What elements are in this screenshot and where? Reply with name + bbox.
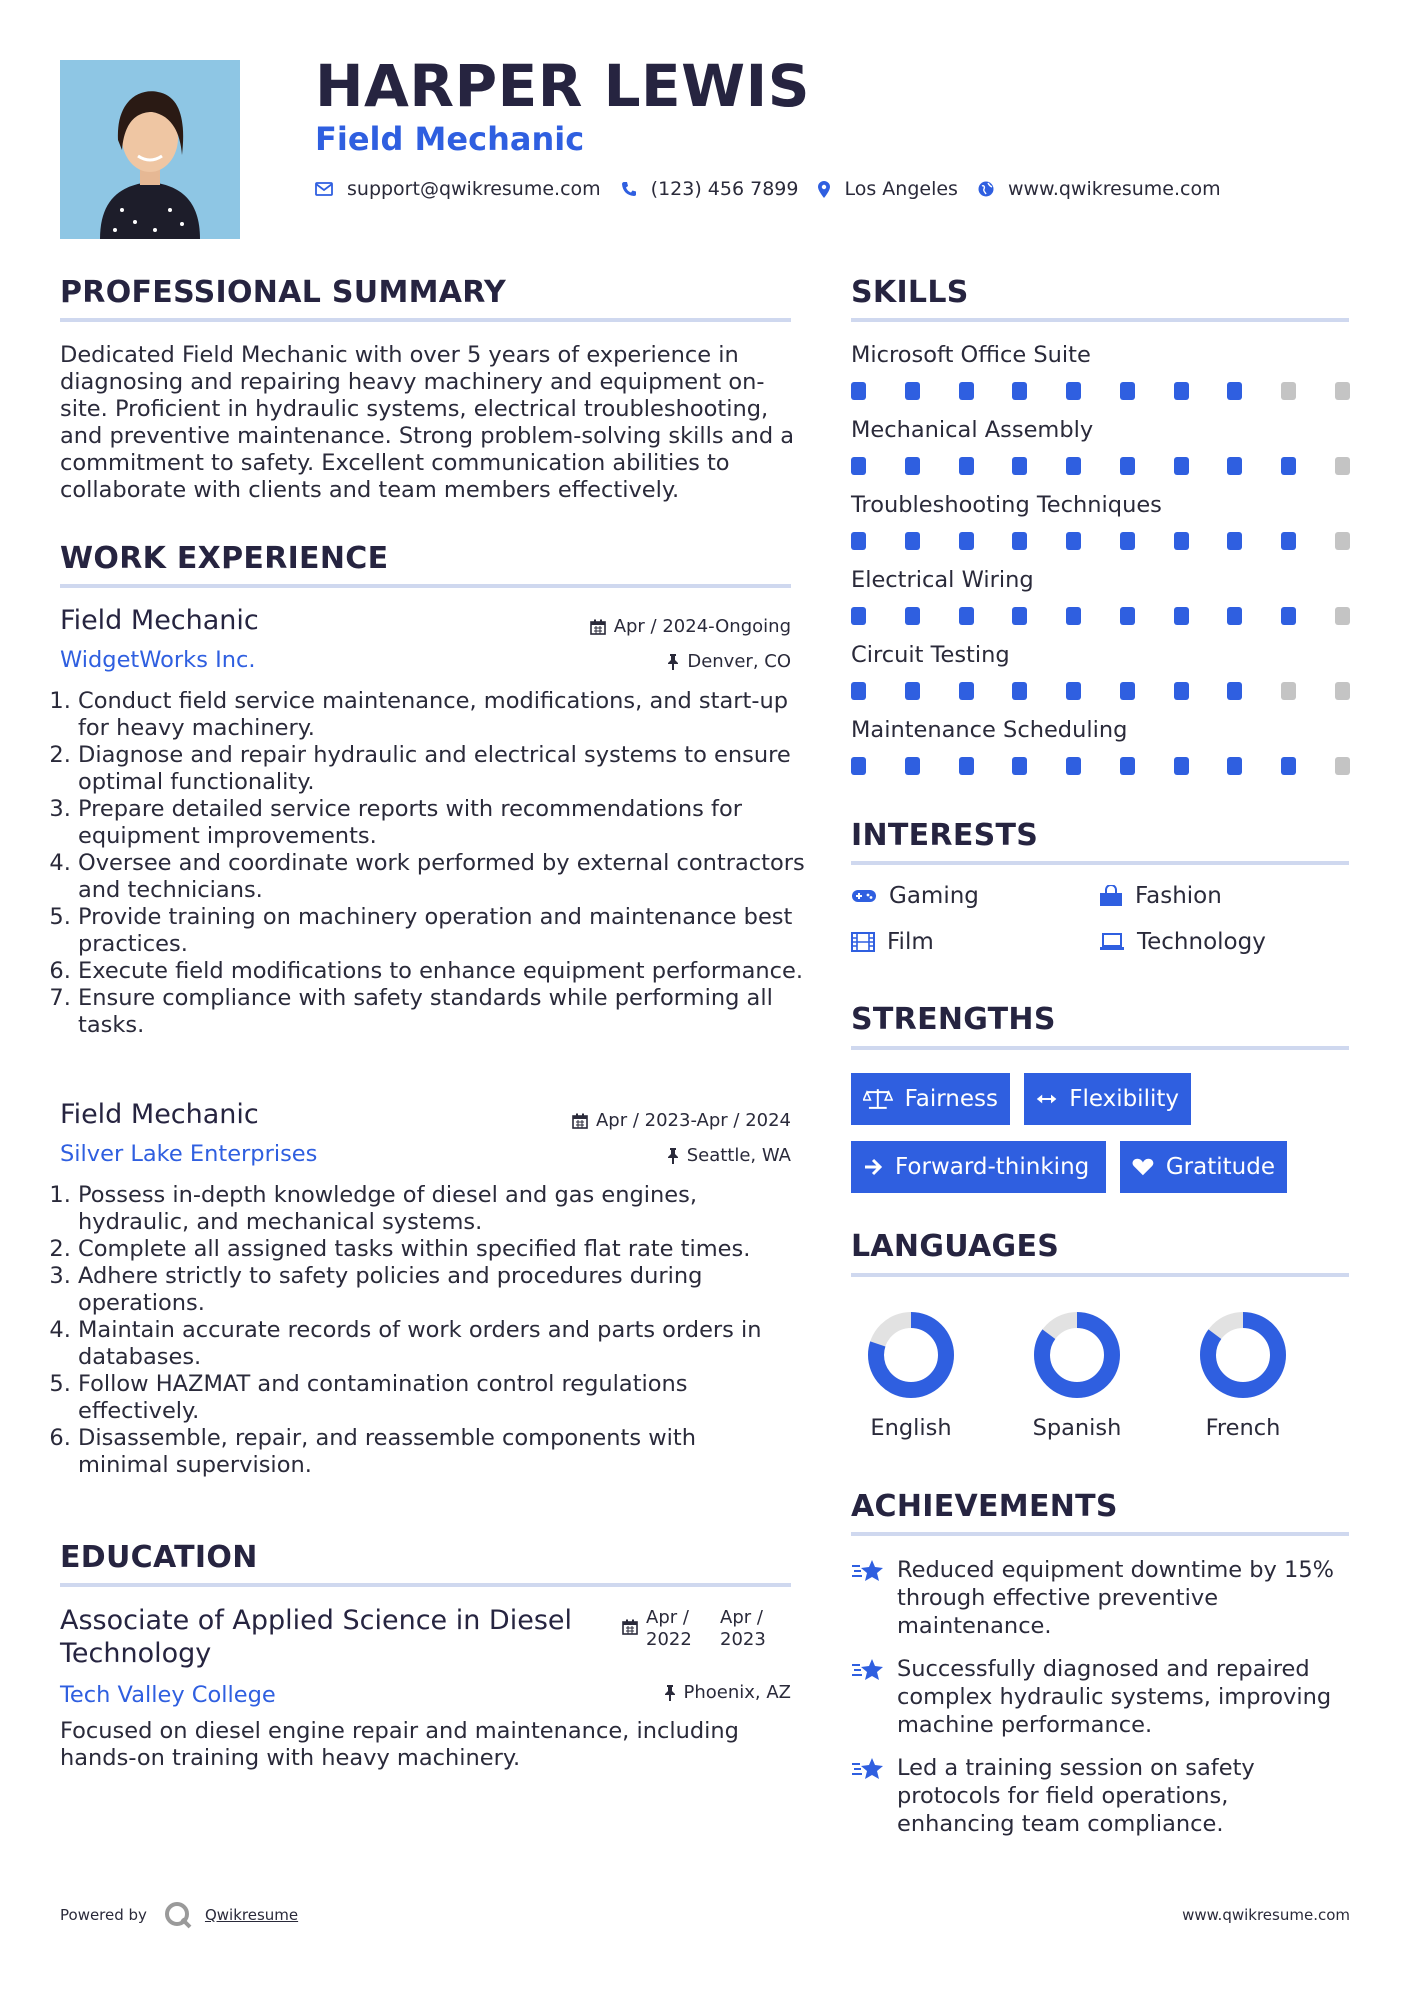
skill-dot-filled <box>851 457 866 475</box>
interests-divider <box>851 861 1349 865</box>
skill-dot-empty <box>1281 682 1296 700</box>
skill-dot-filled <box>905 607 920 625</box>
calendar-icon <box>572 1113 588 1129</box>
strength-tag-flexibility <box>1024 1073 1191 1125</box>
heart-icon <box>1132 1157 1154 1177</box>
skill-dot-filled <box>905 382 920 400</box>
job-location-text: Denver, CO <box>687 651 791 672</box>
skill-dot-filled <box>1174 682 1189 700</box>
job-title: Field Mechanic <box>60 1099 259 1130</box>
duty-item: 7. Ensure compliance with safety standards while performing all tasks. <box>78 985 812 1039</box>
job-date-text: Apr / 2024-Ongoing <box>613 616 791 637</box>
interest-label: Gaming <box>889 883 979 909</box>
footer-website[interactable]: www.qwikresume.com <box>1182 1906 1350 1924</box>
skill-dot-filled <box>1066 532 1081 550</box>
interest-label: Technology <box>1137 929 1266 955</box>
qwikresume-logo-icon <box>163 1900 193 1930</box>
achievement-text <box>897 1556 1334 1640</box>
skill-dot-empty <box>1335 457 1350 475</box>
skill-dot-filled <box>1227 682 1242 700</box>
achievement-line: through effective preventive <box>897 1585 1219 1611</box>
summary-text <box>60 342 800 504</box>
strength-label: Fairness <box>904 1086 998 1112</box>
skill-dot-filled <box>1227 532 1242 550</box>
job-duties-list <box>60 1182 778 1479</box>
skill-name: Mechanical Assembly <box>851 417 1094 443</box>
arrow-right-icon <box>863 1158 883 1176</box>
school-name: Tech Valley College <box>60 1682 276 1708</box>
skill-dot-filled <box>1227 457 1242 475</box>
skill-dot-filled <box>1012 682 1027 700</box>
achievement-line: enhancing team compliance. <box>897 1811 1224 1837</box>
duty-item: 1. Possess in-depth knowledge of diesel and gas engines, hydraulic, and mechanical systems. <box>78 1182 778 1236</box>
strengths-divider <box>851 1046 1349 1050</box>
job-date <box>572 1110 791 1131</box>
achievement-line: Led a training session on safety <box>897 1755 1255 1781</box>
language-name: Spanish <box>1032 1415 1122 1441</box>
degree-line: Technology <box>60 1638 212 1669</box>
pushpin-icon <box>664 1685 676 1701</box>
skill-dot-empty <box>1335 382 1350 400</box>
summary-line: Dedicated Field Mechanic with over 5 years of experience in <box>60 342 739 368</box>
skill-dot-filled <box>905 457 920 475</box>
skill-dot-filled <box>851 382 866 400</box>
summary-line: collaborate with clients and team members effectively. <box>60 477 680 503</box>
strength-tag-gratitude <box>1120 1141 1287 1193</box>
summary-divider <box>60 318 791 322</box>
skill-dot-filled <box>1281 757 1296 775</box>
skill-dot-filled <box>1174 532 1189 550</box>
skill-dot-filled <box>1174 382 1189 400</box>
phone-icon <box>621 181 637 197</box>
skill-dot-filled <box>1120 457 1135 475</box>
skill-dot-filled <box>1012 457 1027 475</box>
experience-divider <box>60 584 791 588</box>
calendar-icon <box>590 619 606 635</box>
degree-line: Associate of Applied Science in Diesel <box>60 1605 573 1636</box>
skill-dot-filled <box>1281 607 1296 625</box>
skill-dot-filled <box>905 757 920 775</box>
job-date <box>590 616 791 637</box>
languages-heading: LANGUAGES <box>851 1229 1060 1264</box>
skill-dot-filled <box>1120 532 1135 550</box>
skill-dot-filled <box>1281 532 1296 550</box>
skill-dot-filled <box>1120 757 1135 775</box>
shooting-star-icon <box>851 1558 885 1584</box>
shooting-star-icon <box>851 1657 885 1683</box>
skill-dot-filled <box>1174 607 1189 625</box>
contact-location <box>818 178 957 200</box>
duty-item: 2. Complete all assigned tasks within specified flat rate times. <box>78 1236 778 1263</box>
skill-dot-filled <box>959 682 974 700</box>
skill-name: Microsoft Office Suite <box>851 342 1091 368</box>
summary-line: and preventive maintenance. Strong problem-solving skills and a <box>60 423 795 449</box>
skill-rating <box>851 532 1350 550</box>
skill-dot-empty <box>1335 532 1350 550</box>
skill-dot-filled <box>959 757 974 775</box>
skill-name: Circuit Testing <box>851 642 1010 668</box>
skill-dot-filled <box>1066 757 1081 775</box>
language-gauge <box>1017 1307 1137 1411</box>
skill-name: Troubleshooting Techniques <box>851 492 1162 518</box>
shopping-bag-icon <box>1099 885 1123 907</box>
interest-label: Fashion <box>1135 883 1222 909</box>
school-location-text: Phoenix, AZ <box>683 1682 791 1703</box>
website-text: www.qwikresume.com <box>1007 178 1221 200</box>
degree-title <box>60 1604 572 1670</box>
skill-dot-filled <box>905 532 920 550</box>
skill-dot-filled <box>959 532 974 550</box>
job-location <box>667 1145 791 1166</box>
job-company: WidgetWorks Inc. <box>60 647 256 673</box>
skills-heading: SKILLS <box>851 275 969 310</box>
footer-branding <box>60 1900 298 1930</box>
language-name: English <box>870 1415 952 1441</box>
interest-film <box>851 929 934 955</box>
strengths-heading: STRENGTHS <box>851 1002 1056 1037</box>
duty-item: 3. Prepare detailed service reports with recommendations for equipment improvements. <box>78 796 812 850</box>
achievements-heading: ACHIEVEMENTS <box>851 1489 1118 1524</box>
achievement-line: Reduced equipment downtime by 15% <box>897 1557 1335 1583</box>
skill-dot-empty <box>1335 682 1350 700</box>
skill-dot-filled <box>959 457 974 475</box>
summary-line: diagnosing and repairing heavy machinery and equipment on- <box>60 369 765 395</box>
skill-dot-filled <box>1066 682 1081 700</box>
skill-dot-filled <box>851 757 866 775</box>
skill-name: Maintenance Scheduling <box>851 717 1128 743</box>
skill-dot-filled <box>1227 607 1242 625</box>
powered-by-text: Powered by <box>60 1906 147 1924</box>
arrows-horizontal-icon <box>1036 1092 1057 1106</box>
balance-scale-icon <box>863 1088 893 1110</box>
summary-heading: PROFESSIONAL SUMMARY <box>60 275 507 310</box>
skill-dot-filled <box>1012 607 1027 625</box>
achievement-line: machine performance. <box>897 1712 1153 1738</box>
education-description <box>60 1718 800 1772</box>
skill-rating <box>851 457 1350 475</box>
email-text: support@qwikresume.com <box>347 178 601 200</box>
duty-item: 2. Diagnose and repair hydraulic and electrical systems to ensure optimal functionality. <box>78 742 812 796</box>
contact-phone[interactable] <box>621 178 799 200</box>
skill-dot-filled <box>851 682 866 700</box>
envelope-icon <box>315 182 333 196</box>
skill-dot-filled <box>1120 682 1135 700</box>
candidate-name: HARPER LEWIS <box>315 52 810 120</box>
duty-item: 6. Execute field modifications to enhance equipment performance. <box>78 958 812 985</box>
languages-divider <box>851 1273 1349 1277</box>
language-gauge <box>1183 1307 1303 1411</box>
calendar-icon <box>622 1619 638 1635</box>
language-gauge <box>851 1307 971 1411</box>
strength-label: Gratitude <box>1165 1154 1275 1180</box>
education-divider <box>60 1583 791 1587</box>
duty-item: 4. Maintain accurate records of work orders and parts orders in databases. <box>78 1317 778 1371</box>
skill-dot-empty <box>1281 382 1296 400</box>
job-title: Field Mechanic <box>60 605 259 636</box>
skill-dot-filled <box>1120 607 1135 625</box>
achievement-line: maintenance. <box>897 1613 1052 1639</box>
strength-tag-forward-thinking <box>851 1141 1106 1193</box>
duty-item: 5. Provide training on machinery operation and maintenance best practices. <box>78 904 812 958</box>
achievement-item <box>851 1754 1351 1838</box>
strength-label: Forward-thinking <box>895 1154 1090 1180</box>
phone-text: (123) 456 7899 <box>650 178 799 200</box>
gamepad-icon <box>851 888 877 904</box>
globe-icon <box>978 181 994 197</box>
location-text: Los Angeles <box>844 178 958 200</box>
interests-heading: INTERESTS <box>851 818 1039 853</box>
achievement-line: Successfully diagnosed and repaired <box>897 1656 1310 1682</box>
job-date-text: Apr / 2023-Apr / 2024 <box>595 1110 791 1131</box>
skill-dot-filled <box>1066 607 1081 625</box>
skill-dot-filled <box>1012 757 1027 775</box>
skill-dot-filled <box>851 607 866 625</box>
interest-label: Film <box>887 929 934 955</box>
skill-dot-filled <box>1281 457 1296 475</box>
skill-dot-filled <box>959 382 974 400</box>
interest-technology <box>1099 929 1266 955</box>
job-location <box>667 651 791 672</box>
skill-dot-empty <box>1335 757 1350 775</box>
achievement-item <box>851 1655 1351 1739</box>
contact-bar <box>315 178 1241 200</box>
skills-divider <box>851 318 1349 322</box>
contact-email[interactable] <box>315 178 601 200</box>
interest-gaming <box>851 883 979 909</box>
experience-heading: WORK EXPERIENCE <box>60 541 389 576</box>
language-name: French <box>1205 1415 1281 1441</box>
education-dates <box>622 1607 772 1651</box>
job-location-text: Seattle, WA <box>686 1145 791 1166</box>
pushpin-icon <box>667 654 679 670</box>
candidate-role: Field Mechanic <box>315 120 585 158</box>
film-icon <box>851 932 875 952</box>
duty-item: 5. Follow HAZMAT and contamination control regulations effectively. <box>78 1371 778 1425</box>
education-line: Focused on diesel engine repair and maintenance, including <box>60 1718 739 1744</box>
education-end: Apr / 2023 <box>720 1607 766 1650</box>
skill-rating <box>851 607 1350 625</box>
profile-photo <box>60 60 240 239</box>
skill-dot-filled <box>1120 382 1135 400</box>
shooting-star-icon <box>851 1756 885 1782</box>
skill-dot-filled <box>959 607 974 625</box>
achievement-line: complex hydraulic systems, improving <box>897 1684 1332 1710</box>
strength-tag-fairness <box>851 1073 1010 1125</box>
skill-name: Electrical Wiring <box>851 567 1034 593</box>
interest-fashion <box>1099 883 1222 909</box>
education-line: hands-on training with heavy machinery. <box>60 1745 521 1771</box>
pushpin-icon <box>667 1148 679 1164</box>
education-heading: EDUCATION <box>60 1540 258 1575</box>
achievement-line: protocols for field operations, <box>897 1783 1229 1809</box>
skill-dot-filled <box>1227 382 1242 400</box>
skill-rating <box>851 682 1350 700</box>
skill-dot-filled <box>1012 532 1027 550</box>
job-duties-list <box>60 688 812 1039</box>
skill-dot-filled <box>851 532 866 550</box>
job-company: Silver Lake Enterprises <box>60 1141 318 1167</box>
duty-item: 4. Oversee and coordinate work performed by external contractors and technicians. <box>78 850 812 904</box>
contact-website[interactable] <box>978 178 1221 200</box>
skill-dot-filled <box>1174 757 1189 775</box>
skill-rating <box>851 382 1350 400</box>
achievement-text <box>897 1754 1255 1838</box>
skill-dot-filled <box>1174 457 1189 475</box>
achievements-divider <box>851 1532 1349 1536</box>
skill-dot-filled <box>1012 382 1027 400</box>
skill-dot-filled <box>1227 757 1242 775</box>
school-location <box>664 1682 792 1703</box>
achievement-item <box>851 1556 1351 1640</box>
strength-label: Flexibility <box>1069 1086 1179 1112</box>
summary-line: site. Proficient in hydraulic systems, electrical troubleshooting, <box>60 396 769 422</box>
skill-dot-filled <box>1066 382 1081 400</box>
duty-item: 1. Conduct field service maintenance, modifications, and start-up for heavy machinery. <box>78 688 812 742</box>
duty-item: 3. Adhere strictly to safety policies and procedures during operations. <box>78 1263 778 1317</box>
skill-dot-filled <box>905 682 920 700</box>
skill-dot-filled <box>1066 457 1081 475</box>
skill-dot-empty <box>1335 607 1350 625</box>
map-pin-icon <box>818 181 830 198</box>
skill-rating <box>851 757 1350 775</box>
brand-link[interactable]: Qwikresume <box>204 1906 299 1924</box>
achievement-text <box>897 1655 1331 1739</box>
education-start: Apr / 2022 <box>646 1607 692 1650</box>
summary-line: commitment to safety. Excellent communication abilities to <box>60 450 730 476</box>
laptop-icon <box>1099 933 1125 951</box>
duty-item: 6. Disassemble, repair, and reassemble components with minimal supervision. <box>78 1425 778 1479</box>
